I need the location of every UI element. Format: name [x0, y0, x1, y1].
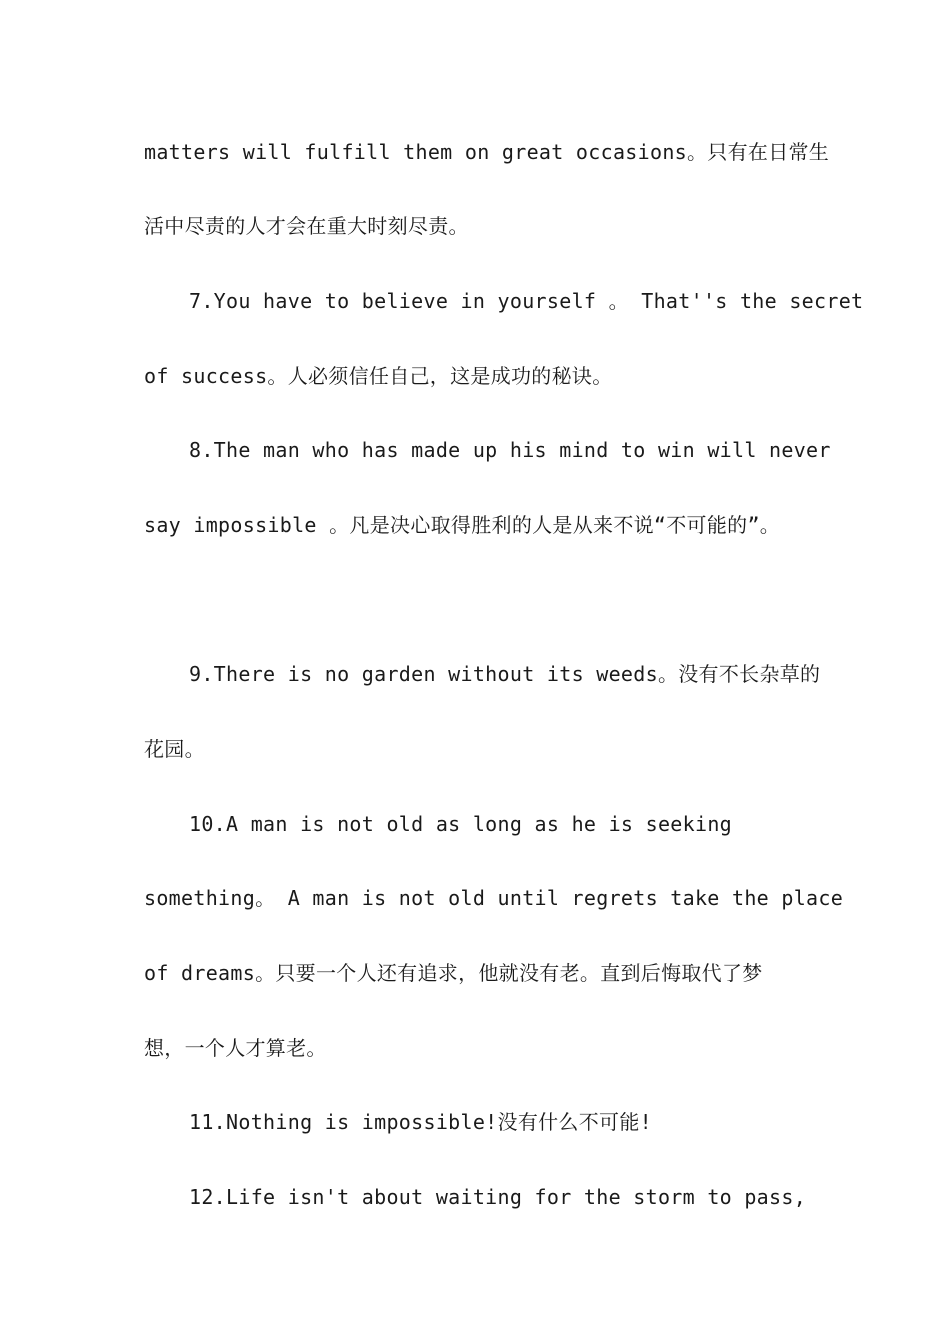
quote-11-line: 11.Nothing is impossible!没有什么不可能! — [189, 1110, 652, 1134]
quote-9-line: 9.There is no garden without its weeds。没有不长杂草的 — [189, 662, 821, 686]
text-line: 活中尽责的人才会在重大时刻尽责。 — [144, 214, 469, 238]
text-line: of success。人必须信任自己，这是成功的秘诀。 — [144, 364, 613, 388]
text-line: 想，一个人才算老。 — [144, 1036, 327, 1060]
quote-8-line: 8.The man who has made up his mind to win will never — [189, 438, 831, 462]
text-line: say impossible 。凡是决心取得胜利的人是从来不说“不可能的”。 — [144, 513, 781, 537]
quote-12-line: 12.Life isn't about waiting for the storm to pass, — [189, 1185, 807, 1209]
text-line: 花园。 — [144, 737, 205, 761]
text-line: of dreams。只要一个人还有追求，他就没有老。直到后悔取代了梦 — [144, 961, 763, 985]
text-line: something。 A man is not old until regrets take the place — [144, 886, 844, 910]
text-line: matters will fulfill them on great occasions。只有在日常生 — [144, 140, 830, 164]
quote-7-line: 7.You have to believe in yourself 。 That''s the secret — [189, 289, 864, 313]
quote-10-line: 10.A man is not old as long as he is seeking — [189, 812, 733, 836]
